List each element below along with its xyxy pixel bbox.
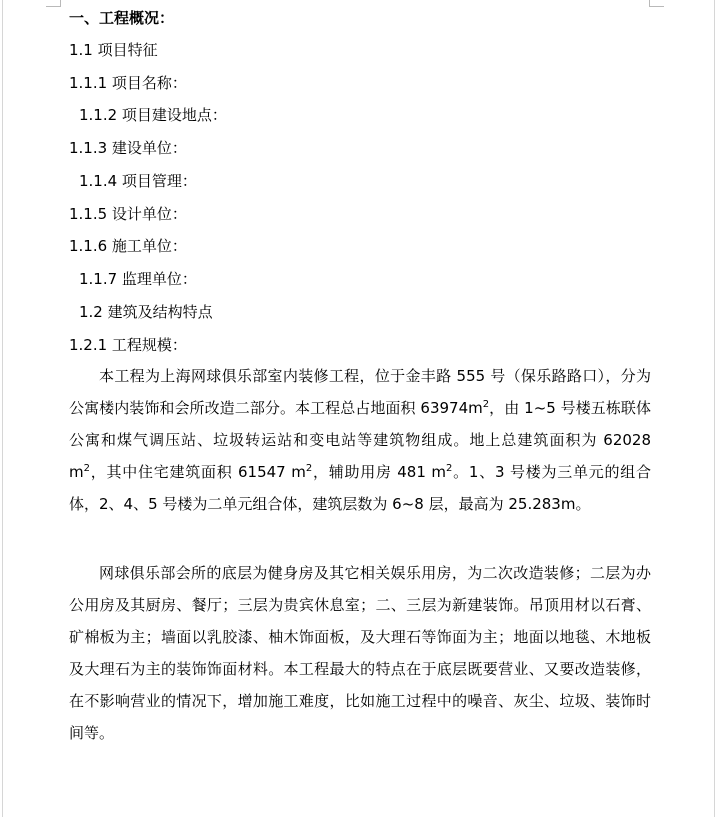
heading-1-2-1: 1.2.1 工程规模： [69, 336, 187, 354]
p1-sup-2: 2 [83, 463, 90, 474]
p1-text-c: ，其中住宅建筑面积 61547 m [90, 463, 306, 481]
heading-1: 一、工程概况： [69, 9, 175, 27]
paragraph-project-scale [69, 360, 651, 520]
paragraph-clubhouse: 网球俱乐部会所的底层为健身房及其它相关娱乐用房，为二次改造装修；二层为办公用房及其厨房、餐厅；三层为贵宾休息室；二、三层为新建装饰。吊顶用材以石膏、矿棉板为主；墙面以乳胶漆、柚木饰面板，及大理石等饰面为主；地面以地毯、木地板及大理石为主的装饰饰面材料。本工程最大的特点在于底层既要营业、又要改造装修，在不影响营业的情况下，增加施工难度，比如施工过程中的噪音、灰尘、垃圾、装饰时间等。 [69, 564, 651, 742]
heading-1-1-4: 1.1.4 项目管理： [79, 172, 197, 190]
heading-1-1: 1.1 项目特征 [69, 41, 158, 59]
heading-1-1-7: 1.1.7 监理单位： [79, 270, 197, 288]
p1-text-a: 本工程为上海网球俱乐部室内装修工程，位于金丰路 555 号（保乐路路口），分为公寓楼内装饰和会所改造二部分。本工程总占地面积 63974m [69, 367, 651, 417]
heading-1-1-6: 1.1.6 施工单位： [69, 237, 187, 255]
p1-sup-4: 2 [446, 463, 453, 474]
heading-1-2: 1.2 建筑及结构特点 [79, 303, 213, 321]
p1-sup-1: 2 [482, 399, 490, 410]
p1-text-d: ，辅助用房 481 m [312, 463, 447, 481]
heading-1-1-1: 1.1.1 项目名称： [69, 74, 187, 92]
p1-sup-3: 2 [305, 463, 313, 474]
heading-1-1-3: 1.1.3 建设单位： [69, 139, 187, 157]
heading-1-1-5: 1.1.5 设计单位： [69, 205, 187, 223]
p1-text-e: 。1、3 号楼为三单元的组合体，2、4、5 号楼为二单元组合体，建筑层数为 6~8 层，最高为 25.283m。 [69, 463, 652, 513]
p1-text-b: ，由 1~5 号楼五栋联体公寓和煤气调压站、垃圾转运站和变电站等建筑物组成。地上总建筑面积为 62028 m [69, 399, 651, 481]
heading-1-1-2: 1.1.2 项目建设地点： [79, 106, 227, 124]
